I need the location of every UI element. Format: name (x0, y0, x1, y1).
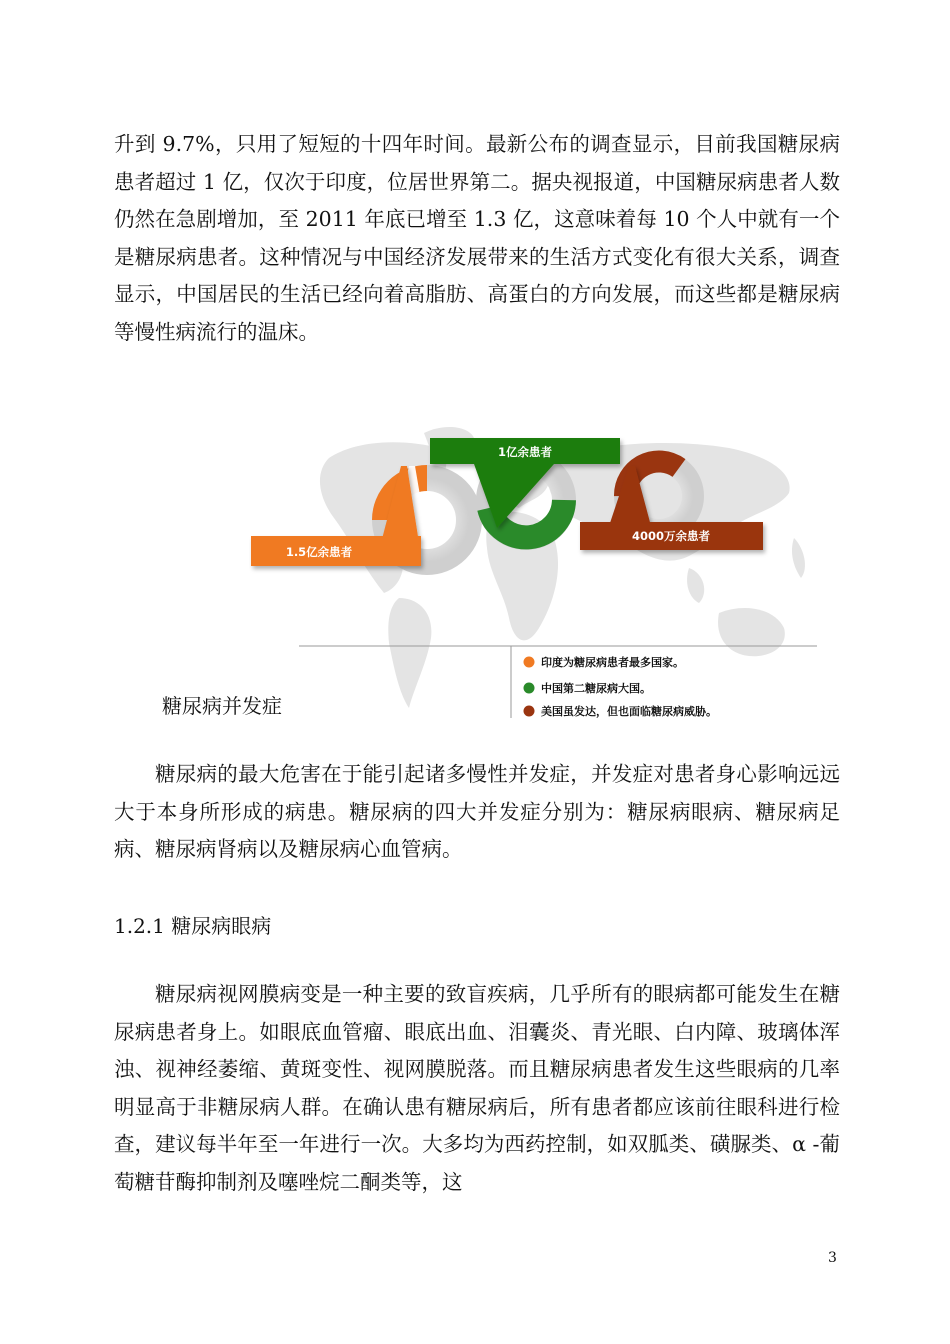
legend-item-india: 印度为糖尿病患者最多国家。 (541, 656, 684, 669)
india-callout-label: 1.5亿余患者 (285, 545, 353, 559)
legend-dot-usa (524, 706, 535, 717)
paragraph-complications: 糖尿病的最大危害在于能引起诸多慢性并发症，并发症对患者身心影响远远大于本身所形成的病患。糖尿病的四大并发症分别为：糖尿病眼病、糖尿病足病、糖尿病肾病以及糖尿病心血管病。 (114, 762, 840, 862)
diabetes-world-infographic (249, 408, 821, 718)
legend-item-usa: 美国虽发达，但也面临糖尿病威胁。 (541, 705, 717, 718)
infographic-title: 糖尿病并发症 (162, 694, 282, 718)
page-number: 3 (828, 1250, 837, 1266)
usa-callout-label: 4000万余患者 (631, 529, 711, 543)
legend-item-china: 中国第二糖尿病大国。 (541, 682, 651, 695)
legend (511, 646, 717, 718)
legend-dot-india (524, 657, 535, 668)
paragraph-eye-disease: 糖尿病视网膜病变是一种主要的致盲疾病，几乎所有的眼病都可能发生在糖尿病患者身上。如眼底血管瘤、眼底出血、泪囊炎、青光眼、白内障、玻璃体浑浊、视神经萎缩、黄斑变性、视网膜脱落。而且糖尿病患者发生这些眼病的几率明显高于非糖尿病人群。在确认患有糖尿病后，所有患者都应该前往眼科进行检查，建议每半年至一年进行一次。大多均为西药控制，如双胍类、磺脲类、α -葡萄糖苷酶抑制剂及噻唑烷二酮类等，这 (114, 982, 840, 1194)
section-heading: 1.2.1 糖尿病眼病 (114, 914, 272, 938)
legend-dot-china (524, 683, 535, 694)
paragraph-prevalence: 升到 9.7%，只用了短短的十四年时间。最新公布的调查显示，目前我国糖尿病患者超过 1 亿，仅次于印度，位居世界第二。据央视报道，中国糖尿病患者人数仍然在急剧增加，至 2011 年底已增至 1.3 亿，这意味着每 10 个人中就有一个是糖尿病患者。这种情况与中国经济发展带来的生活方式变化有很大关系，调查显示，中国居民的生活已经向着高脂肪、高蛋白的方向发展，而这些都是糖尿病等慢性病流行的温床。 (114, 132, 840, 344)
china-callout-label: 1亿余患者 (497, 445, 553, 459)
